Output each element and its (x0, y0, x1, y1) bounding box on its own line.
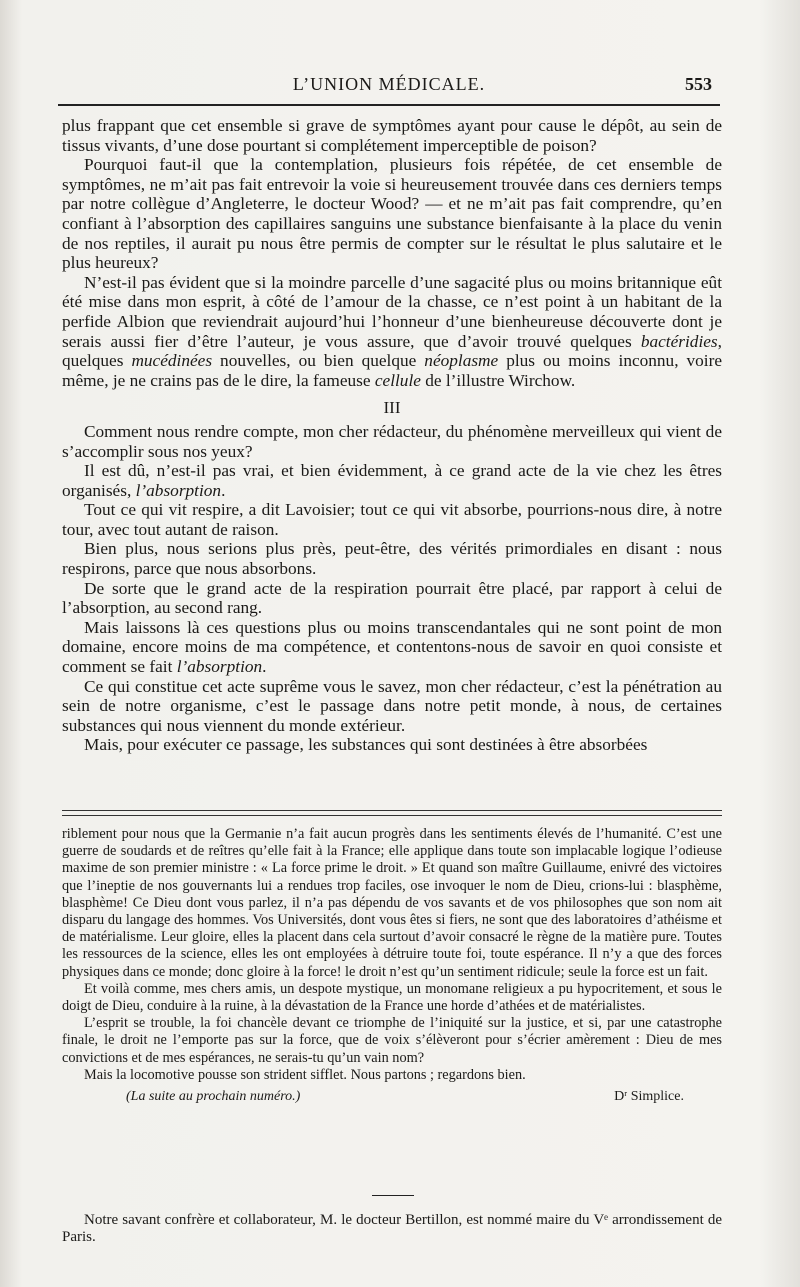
paragraph: Ce qui constitue cet acte suprême vous le savez, mon cher rédacteur, c’est la pénétration au sein de notre organisme, c’est le passage dans notre petit monde, à nous, de certaines substances qui nous viennent du monde extérieur. (62, 676, 722, 735)
paragraph: Il est dû, n’est-il pas vrai, et bien évidemment, à ce grand acte de la vie chez les êtres organisés, l’absorption. (62, 461, 722, 500)
continuation-note: (La suite au prochain numéro.) (126, 1089, 301, 1105)
section-number: III (383, 398, 401, 418)
paragraph: riblement pour nous que la Germanie n’a fait aucun progrès dans les sentiments élevés de l’humanité. C’est une guerre de soudards et de reîtres qu’elle fait à la France; elle applique dans toute son implacable logique l’odieuse maxime de son premier ministre : « La force prime le droit. » Et quand son maître Guillaume, enivré des victoires que l’ineptie de nos gouvernants lui a rendues trop faciles, ose invoquer le nom de Dieu, crions-lui : blasphème, blasphème! Ce Dieu dont vous parlez, il n’a pas dépendu de vos savants et de vos philosophes que son nom ait disparu du langage des hommes. Vos Universités, dont vous êtes si fiers, ne sont que des laboratoires d’athéisme et de matérialisme. Leur gloire, elles la placent dans cela surtout d’avoir consacré le règne de la matière pure. Toutes les ressources de la science, elles les ont employées à détruire toute foi, toute espérance. Il n’y a que des forces physiques dans ce monde; donc gloire à la force! le droit n’est qu’un sentiment ridicule; seule la force est un fait. (62, 826, 722, 980)
paragraph: Mais la locomotive pousse son strident sifflet. Nous partons ; regardons bien. (84, 1066, 526, 1083)
announcement (62, 1212, 722, 1246)
italic-term: néoplasme (424, 351, 499, 371)
feuilleton-section (62, 826, 722, 1105)
running-title: L’UNION MÉDICALE. (292, 74, 486, 94)
article-body (62, 116, 722, 755)
paragraph: plus frappant que cet ensemble si grave de symptômes ayant pour cause le dépôt, au sein de tissus vivants, d’une dose pourtant si complétement imperceptible de poison? (62, 116, 722, 155)
paragraph: Mais, pour exécuter ce passage, les substances qui sont destinées à être absorbées (84, 735, 648, 755)
paragraph: Tout ce qui vit respire, a dit Lavoisier; tout ce qui vit absorbe, pourrions-nous dire, à notre tour, avec tout autant de raison. (62, 500, 722, 539)
announcement-text: Notre savant confrère et collaborateur, M. le docteur Bertillon, est nommé maire du Vᵉ arrondissement de Paris. (62, 1212, 722, 1245)
italic-term: bactéridies (640, 331, 718, 351)
paragraph: Pourquoi faut-il que la contemplation, plusieurs fois répétée, de cet ensemble de symptômes, ne m’ait pas fait entrevoir la voie si heureusement trouvée dans ces derniers temps par notre collègue d’Angleterre, le docteur Wood? — et ne m’ait pas fait comprendre, qu’en confiant à l’absorption des capillaires sanguins une substance bienfaisante à la place du venin de nos reptiles, il aurait pu nous être permis de compter sur le résultat le plus salutaire et le plus heureux? (62, 155, 722, 273)
paragraph: De sorte que le grand acte de la respiration pourrait être placé, par rapport à celui de l’absorption, au second rang. (62, 578, 722, 618)
italic-term: l’absorption (176, 657, 263, 677)
page-header (58, 72, 720, 104)
paragraph: L’esprit se trouble, la foi chancèle devant ce triomphe de l’iniquité sur la justice, et si, par une catastrophe finale, le droit ne l’emporte pas sur la force, que de voix s’élèveront pour s’écrier amèrement : Dieu de mes convictions et de mes espérances, ne serais-tu qu’un vain nom? (62, 1015, 722, 1066)
paragraph: Comment nous rendre compte, mon cher rédacteur, du phénomène merveilleux qui vient de s’accomplir sous nos yeux? (62, 421, 722, 461)
italic-term: mucédinées (131, 351, 213, 371)
paragraph: Mais laissons là ces questions plus ou moins transcendantales qui ne sont point de mon domaine, encore moins de ma compétence, et contentons-nous de savoir en quoi consiste et comment se fait l’absorption. (62, 617, 722, 677)
signature-line (62, 1084, 722, 1105)
author-signature: Dʳ Simplice. (614, 1089, 684, 1105)
header-rule (58, 104, 720, 106)
paragraph: Et voilà comme, mes chers amis, un despote mystique, un monomane religieux a pu hypocritement, et sous le doigt de Dieu, conduire à la ruine, à la dévastation de la France une horde d’athées et de matérialistes. (62, 980, 722, 1015)
paragraph: Bien plus, nous serions plus près, peut-être, des vérités primordiales en disant : nous respirons, parce que nous absorbons. (62, 539, 722, 579)
italic-term: cellule (374, 370, 421, 390)
divider (372, 1195, 414, 1196)
italic-term: l’absorption (135, 480, 222, 500)
page-number: 553 (685, 74, 712, 94)
paragraph: N’est-il pas évident que si la moindre parcelle d’une sagacité plus ou moins britannique eût été mise dans mon esprit, à côté de l’amour de la chasse, ce n’est point à un habitant de la perfide Albion que reviendrait aujourd’hui l’honneur d’une bienheureuse découverte dont je serais aussi fier d’être l’auteur, je vous assure, que d’avoir trouvé quelques bactéridies, quelques mucédinées nouvelles, ou bien quelque néoplasme plus ou moins inconnu, voire même, je ne crains pas de le dire, la fameuse cellule de l’illustre Wirchow. (62, 272, 723, 390)
footnote-separator (62, 810, 722, 816)
